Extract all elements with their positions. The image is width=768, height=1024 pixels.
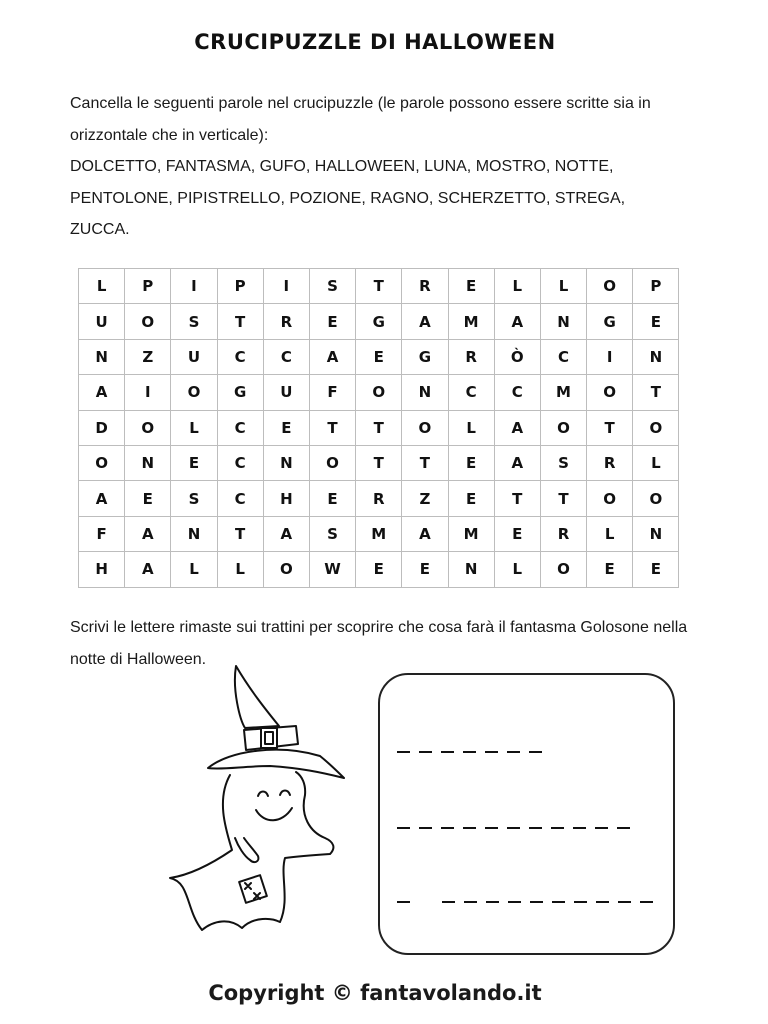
grid-cell[interactable]: M <box>356 516 402 551</box>
letter-blank <box>464 901 477 903</box>
grid-cell[interactable]: A <box>79 481 125 516</box>
grid-cell[interactable]: O <box>356 375 402 410</box>
grid-cell[interactable]: O <box>587 481 633 516</box>
word-list-line: ZUCCA. <box>70 221 130 238</box>
grid-cell[interactable]: A <box>125 552 171 587</box>
grid-cell[interactable]: E <box>448 481 494 516</box>
grid-cell[interactable]: O <box>633 410 679 445</box>
grid-cell[interactable]: O <box>402 410 448 445</box>
grid-cell[interactable]: T <box>540 481 586 516</box>
grid-cell[interactable]: R <box>263 304 309 339</box>
grid-cell[interactable]: O <box>125 410 171 445</box>
grid-cell[interactable]: E <box>448 445 494 480</box>
grid-cell[interactable]: G <box>217 375 263 410</box>
grid-cell[interactable]: I <box>125 375 171 410</box>
letter-blank <box>617 827 630 829</box>
grid-cell[interactable]: R <box>356 481 402 516</box>
grid-cell[interactable]: N <box>402 375 448 410</box>
grid-cell[interactable]: U <box>171 339 217 374</box>
grid-cell[interactable]: L <box>171 410 217 445</box>
letter-blank <box>463 827 476 829</box>
grid-cell[interactable]: C <box>263 339 309 374</box>
grid-row <box>79 269 679 304</box>
letter-blank <box>574 901 587 903</box>
word-list-line: PENTOLONE, PIPISTRELLO, POZIONE, RAGNO, SCHERZETTO, STREGA, <box>70 189 626 207</box>
grid-cell[interactable]: E <box>125 481 171 516</box>
grid-cell[interactable]: C <box>217 445 263 480</box>
letter-blank <box>397 901 410 903</box>
grid-cell[interactable]: I <box>263 269 309 304</box>
answer-box <box>378 673 675 955</box>
grid-cell[interactable]: O <box>79 445 125 480</box>
grid-cell[interactable]: P <box>125 269 171 304</box>
grid-cell[interactable]: L <box>540 269 586 304</box>
grid-cell[interactable]: G <box>587 304 633 339</box>
grid-cell[interactable]: L <box>79 269 125 304</box>
grid-cell[interactable]: E <box>263 410 309 445</box>
grid-row <box>79 375 679 410</box>
letter-blank <box>507 751 520 753</box>
grid-cell[interactable]: C <box>217 410 263 445</box>
letter-blank <box>618 901 631 903</box>
letter-blank <box>441 827 454 829</box>
grid-cell[interactable]: E <box>633 304 679 339</box>
grid-cell[interactable]: A <box>79 375 125 410</box>
grid-cell[interactable]: H <box>79 552 125 587</box>
grid-cell[interactable]: L <box>494 269 540 304</box>
grid-cell[interactable]: S <box>309 516 355 551</box>
grid-cell[interactable]: O <box>125 304 171 339</box>
grid-cell[interactable]: A <box>402 516 448 551</box>
answer-blank-line[interactable] <box>397 827 639 831</box>
letter-blank <box>573 827 586 829</box>
letter-blank <box>640 901 653 903</box>
letter-blank <box>441 751 454 753</box>
grid-cell[interactable]: N <box>633 339 679 374</box>
grid-cell[interactable]: P <box>633 269 679 304</box>
grid-cell[interactable]: M <box>448 516 494 551</box>
grid-cell[interactable]: T <box>402 445 448 480</box>
grid-cell[interactable]: Z <box>402 481 448 516</box>
grid-cell[interactable]: A <box>263 516 309 551</box>
letter-blank <box>595 827 608 829</box>
page-title: CRUCIPUZZLE DI HALLOWEEN <box>194 30 556 54</box>
grid-cell[interactable]: L <box>217 552 263 587</box>
grid-cell[interactable]: R <box>448 339 494 374</box>
letter-blank <box>507 827 520 829</box>
letter-blank <box>485 827 498 829</box>
grid-cell[interactable]: W <box>309 552 355 587</box>
grid-cell[interactable]: M <box>540 375 586 410</box>
grid-cell[interactable]: U <box>263 375 309 410</box>
grid-cell[interactable]: E <box>633 552 679 587</box>
grid-cell[interactable]: S <box>171 481 217 516</box>
grid-cell[interactable]: C <box>494 375 540 410</box>
grid-cell[interactable]: T <box>587 410 633 445</box>
grid-cell[interactable]: I <box>587 339 633 374</box>
grid-cell[interactable]: F <box>79 516 125 551</box>
grid-cell[interactable]: L <box>587 516 633 551</box>
grid-cell[interactable]: A <box>494 445 540 480</box>
grid-cell[interactable]: N <box>633 516 679 551</box>
grid-cell[interactable]: T <box>633 375 679 410</box>
ghost-with-witch-hat-icon <box>150 660 350 950</box>
letter-blank <box>530 901 543 903</box>
letter-blank <box>485 751 498 753</box>
word-list-line: DOLCETTO, FANTASMA, GUFO, HALLOWEEN, LUNA, MOSTRO, NOTTE, <box>70 158 614 175</box>
grid-cell[interactable]: O <box>587 375 633 410</box>
grid-cell[interactable]: E <box>402 552 448 587</box>
instructions-line: orizzontale che in verticale): <box>70 126 269 144</box>
grid-cell[interactable]: L <box>494 552 540 587</box>
grid-cell[interactable]: N <box>263 445 309 480</box>
grid-cell[interactable]: A <box>125 516 171 551</box>
grid-cell[interactable]: C <box>217 481 263 516</box>
grid-cell[interactable]: R <box>587 445 633 480</box>
letter-blank <box>442 901 455 903</box>
grid-cell[interactable]: T <box>217 304 263 339</box>
grid-cell[interactable]: T <box>356 410 402 445</box>
grid-row <box>79 339 679 374</box>
instructions-text <box>70 88 730 246</box>
grid-cell[interactable]: O <box>540 410 586 445</box>
grid-cell[interactable]: E <box>356 339 402 374</box>
grid-cell[interactable]: E <box>448 269 494 304</box>
grid-cell[interactable]: T <box>356 269 402 304</box>
grid-cell[interactable]: L <box>171 552 217 587</box>
grid-cell[interactable]: N <box>540 304 586 339</box>
letter-blank <box>397 751 410 753</box>
grid-row <box>79 516 679 551</box>
grid-cell[interactable]: A <box>494 304 540 339</box>
grid-cell[interactable]: I <box>171 269 217 304</box>
grid-cell[interactable]: O <box>587 269 633 304</box>
grid-cell[interactable]: S <box>171 304 217 339</box>
grid-cell[interactable]: N <box>171 516 217 551</box>
grid-cell[interactable]: C <box>448 375 494 410</box>
grid-row <box>79 552 679 587</box>
grid-row <box>79 304 679 339</box>
grid-cell[interactable]: P <box>217 269 263 304</box>
grid-cell[interactable]: N <box>448 552 494 587</box>
grid-cell[interactable]: E <box>171 445 217 480</box>
grid-cell[interactable]: O <box>633 481 679 516</box>
grid-cell[interactable]: C <box>540 339 586 374</box>
grid-cell[interactable]: O <box>309 445 355 480</box>
grid-cell[interactable]: T <box>217 516 263 551</box>
letter-blank <box>552 901 565 903</box>
grid-cell[interactable]: O <box>540 552 586 587</box>
copyright-footer: Copyright © fantavolando.it <box>208 981 542 1005</box>
grid-cell[interactable]: G <box>402 339 448 374</box>
grid-cell[interactable]: T <box>494 481 540 516</box>
grid-cell[interactable]: H <box>263 481 309 516</box>
word-search-grid <box>78 268 679 588</box>
grid-row <box>79 445 679 480</box>
grid-cell[interactable]: Ò <box>494 339 540 374</box>
grid-cell[interactable]: T <box>309 410 355 445</box>
letter-blank <box>508 901 521 903</box>
letter-blank <box>463 751 476 753</box>
letter-blank <box>419 827 432 829</box>
instruction-line: Scrivi le lettere rimaste sui trattini per scoprire che cosa farà il fantasma Golosone nella <box>70 619 688 636</box>
grid-cell[interactable]: O <box>263 552 309 587</box>
instruction-line: notte di Halloween. <box>70 650 207 668</box>
letter-blank <box>419 751 432 753</box>
grid-cell[interactable]: L <box>448 410 494 445</box>
answer-blank-line[interactable] <box>397 901 662 905</box>
grid-cell[interactable]: Z <box>125 339 171 374</box>
grid-cell[interactable]: E <box>309 304 355 339</box>
grid-cell[interactable]: E <box>356 552 402 587</box>
grid-cell[interactable]: U <box>79 304 125 339</box>
grid-cell[interactable]: A <box>402 304 448 339</box>
answer-blank-line[interactable] <box>397 751 551 755</box>
grid-cell[interactable]: T <box>356 445 402 480</box>
grid-row <box>79 410 679 445</box>
grid-cell[interactable]: R <box>540 516 586 551</box>
grid-cell[interactable]: C <box>217 339 263 374</box>
letter-blank <box>551 827 564 829</box>
grid-cell[interactable]: E <box>494 516 540 551</box>
grid-cell[interactable]: F <box>309 375 355 410</box>
grid-cell[interactable]: G <box>356 304 402 339</box>
grid-cell[interactable]: N <box>79 339 125 374</box>
grid-cell[interactable]: M <box>448 304 494 339</box>
grid-cell[interactable]: S <box>540 445 586 480</box>
grid-cell[interactable]: A <box>309 339 355 374</box>
letter-blank <box>397 827 410 829</box>
grid-cell[interactable]: D <box>79 410 125 445</box>
grid-cell[interactable]: E <box>587 552 633 587</box>
grid-cell[interactable]: L <box>633 445 679 480</box>
letter-blank <box>596 901 609 903</box>
grid-cell[interactable]: A <box>494 410 540 445</box>
letter-blank <box>486 901 499 903</box>
grid-cell[interactable]: S <box>309 269 355 304</box>
grid-row <box>79 481 679 516</box>
instructions-line: Cancella le seguenti parole nel crucipuzzle (le parole possono essere scritte sia in <box>70 95 651 112</box>
grid-cell[interactable]: R <box>402 269 448 304</box>
grid-cell[interactable]: O <box>171 375 217 410</box>
letter-blank <box>529 827 542 829</box>
letter-blank <box>529 751 542 753</box>
grid-cell[interactable]: N <box>125 445 171 480</box>
grid-cell[interactable]: E <box>309 481 355 516</box>
